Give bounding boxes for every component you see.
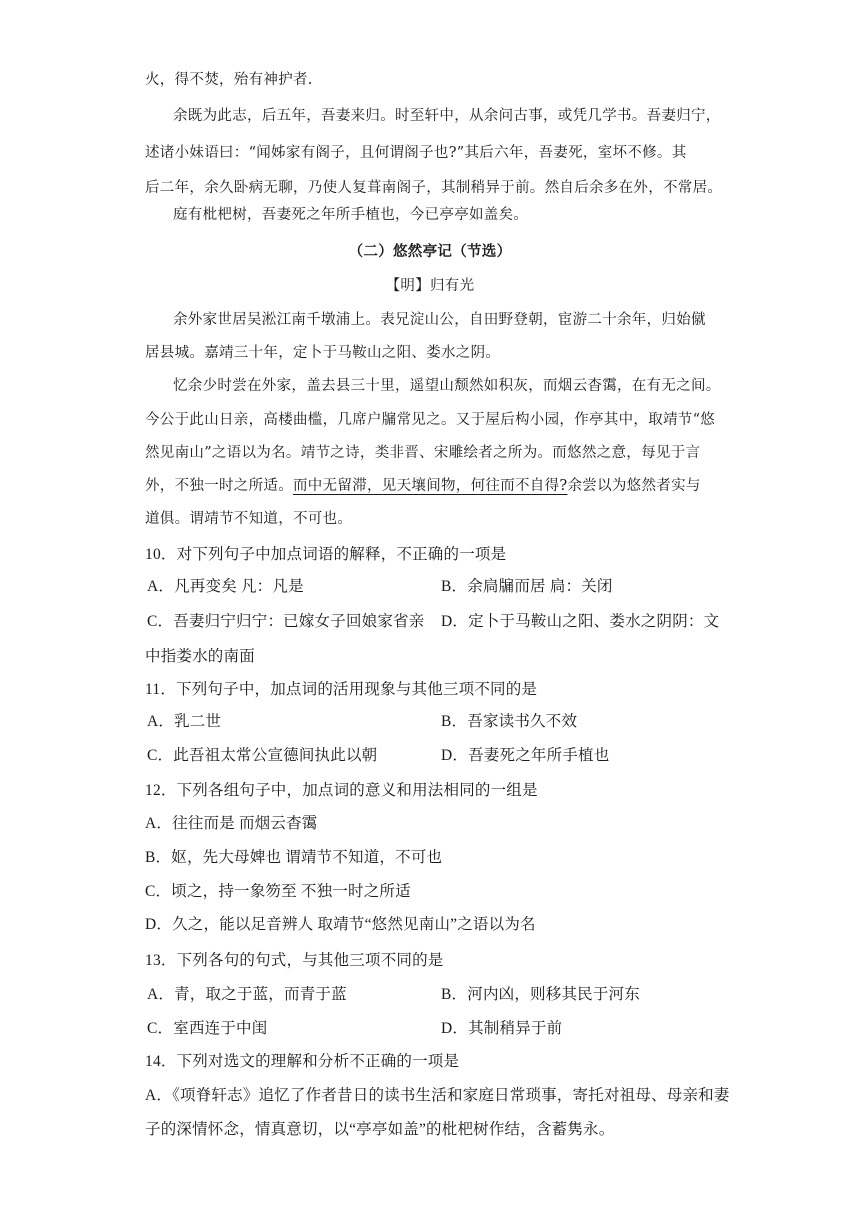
passage1-line-2: 余既为此志，后五年，吾妻来归。时至轩中，从余问古事，或凭几学书。吾妻归宁， (173, 108, 721, 124)
passage1-line-4: 后二年，余久卧病无聊，乃使人复葺南阁子，其制稍异于前。然自后余多在外，不常居。 (145, 180, 723, 196)
passage2-line-4: 今公于此山日亲，高楼曲槛，几席户牖常见之。又于屋后构小园，作亭其中，取靖节“悠 (145, 412, 716, 428)
q12-option-d[interactable]: D．久之，能以足音辨人 取靖节“悠然见南山”之语以为名 (145, 916, 536, 933)
q13-option-d[interactable]: D．其制稍异于前 (441, 1020, 563, 1037)
q12-stem: 12．下列各组句子中，加点词的意义和用法相同的一组是 (145, 782, 538, 799)
passage2-author: 【明】归有光 (385, 278, 475, 294)
q10-stem: 10．对下列句子中加点词语的解释，不正确的一项是 (145, 546, 507, 563)
q10-option-b[interactable]: B．余扃牖而居 扃：关闭 (441, 578, 613, 595)
q12-option-b[interactable]: B．妪，先大母婢也 谓靖节不知道，不可也 (145, 849, 443, 866)
q10-option-c[interactable]: C．吾妻归宁归宁：已嫁女子回娘家省亲 (147, 613, 425, 630)
q10-option-d[interactable]: D．定卜于马鞍山之阳、娄水之阴阴：文 (441, 613, 720, 630)
passage1-line-5: 庭有枇杷树，吾妻死之年所手植也，今已亭亭如盖矣。 (173, 207, 529, 223)
q11-option-a[interactable]: A．乳二世 (147, 713, 222, 730)
q12-option-a[interactable]: A．往往而是 而烟云杳霭 (145, 815, 318, 832)
passage2-line-6-plain: 外，不独一时之所适。 (145, 478, 293, 494)
q11-option-b[interactable]: B．吾家读书久不效 (441, 713, 578, 730)
passage2-line-2: 居县城。嘉靖三十年，定卜于马鞍山之阳、娄水之阴。 (145, 345, 501, 361)
passage2-line-7: 道俱。谓靖节不知道，不可也。 (145, 511, 353, 527)
q11-option-c[interactable]: C．此吾祖太常公宣德间执此以朝 (147, 747, 378, 764)
passage2-title: （二）悠然亭记（节选） (348, 243, 512, 260)
passage2-line-5: 然见南山”之语以为名。靖节之诗，类非晋、宋雕绘者之所为。而悠然之意，每见于言 (145, 445, 701, 461)
passage2-underlined-sentence: 而中无留滞，见天壤间物，何往而不自得? (293, 478, 568, 494)
q11-option-d[interactable]: D．吾妻死之年所手植也 (441, 747, 610, 764)
q13-option-a[interactable]: A．青，取之于蓝，而青于蓝 (147, 986, 347, 1003)
q14-option-a-line-1[interactable]: A．《项脊轩志》追忆了作者昔日的读书生活和家庭日常琐事，寄托对祖母、母亲和妻 (145, 1087, 730, 1104)
q10-option-d-cont: 中指娄水的南面 (145, 648, 255, 665)
q14-option-a-line-2: 子的深情怀念，情真意切，以“亭亭如盖”的枇杷树作结，含蓄隽永。 (145, 1121, 615, 1138)
q13-option-c[interactable]: C．室西连于中闺 (147, 1020, 268, 1037)
passage2-line-6-rest: 余尝以为悠然者实与 (567, 478, 701, 494)
passage2-line-3: 忆余少时尝在外家，盖去县三十里，遥望山颓然如积灰，而烟云杳霭，在有无之间。 (173, 378, 721, 394)
q10-option-a[interactable]: A．凡再变矣 凡：凡是 (147, 578, 304, 595)
q13-option-b[interactable]: B．河内凶，则移其民于河东 (441, 986, 640, 1003)
passage1-line-3: 述诸小妹语曰：“闻姊家有阁子，且何谓阁子也?”其后六年，吾妻死，室坏不修。其 (145, 145, 687, 161)
q11-stem: 11．下列句子中，加点词的活用现象与其他三项不同的是 (145, 681, 538, 698)
q14-stem: 14．下列对选文的理解和分析不正确的一项是 (145, 1053, 460, 1070)
q12-option-c[interactable]: C．顷之，持一象笏至 不独一时之所适 (145, 883, 411, 900)
passage2-line-1: 余外家世居吴淞江南千墩浦上。表兄淀山公，自田野登朝，宦游二十余年，归始僦 (173, 312, 706, 328)
q13-stem: 13．下列各句的句式，与其他三项不同的是 (145, 952, 444, 969)
passage2-line-6 (145, 476, 860, 496)
passage1-line-1: 火，得不焚，殆有神护者. (145, 72, 313, 88)
